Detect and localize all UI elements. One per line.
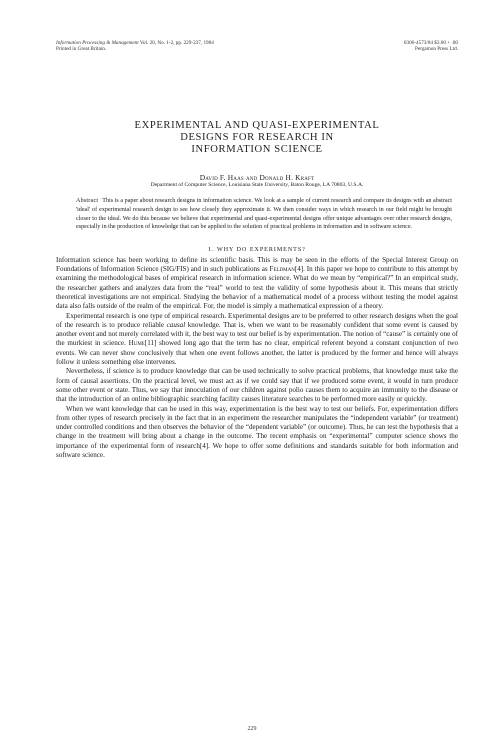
volume-pages: Vol. 20, No. 1-2, pp. 229-237, 1984 [139, 40, 214, 46]
paragraph-2 [56, 312, 458, 368]
paragraph-3: Nevertheless, if science is to produce knowledge that can be used technically to solve practical problems, that knowledge must take the form of causal assertions. On the practical level, we must act as if we could say that if we produced some event, it would in turn produce some other event or state. Thus, we say that innoculation of our children against polio causes them to acquire an immunity to the disease or that the introduction of an online bibliographic searching facility causes literature searches to be performed more easily or quickly. [56, 367, 458, 404]
running-head [56, 40, 458, 53]
paragraph-1 [56, 256, 458, 312]
abstract-text: This is a paper about research designs in information science. We look at a sample of current research and compare its designs with an abstract 'ideal' of experimental research design to see how closely they approximate it. We then consider ways in which research in our field might be brought closer to the ideal. We do this because we believe that experimental and quasi-experimental designs offer unique advantages over other research designs, especially in the production of knowledge that can be applied to the solution of practical problems in information and in software science. [76, 198, 452, 231]
publisher: Pergamon Press Ltd. [415, 46, 458, 53]
printed-in: Printed in Great Britain. [56, 46, 107, 53]
journal-page [56, 40, 458, 460]
paragraph-1-text-a: Information science has been working to define its scientific basis. This is may be seen in the efforts of the Special Interest Group on Foundations of Information Science (SIG/FIS) and in such publications as [56, 255, 458, 274]
running-head-right [404, 40, 458, 53]
issn-price: 0306-4573/84 $3.00 + .00 [403, 40, 458, 46]
title-line-2: DESIGNS FOR RESEARCH IN [180, 132, 334, 144]
journal-name: Information Processing & Management [56, 40, 139, 46]
emphasis-causal: causal [166, 320, 186, 329]
affiliation: Department of Computer Science, Louisiana State University, Baton Rouge, LA 70803, U.S.A. [150, 182, 364, 189]
author-2: Donald H. Kraft [259, 173, 315, 183]
author-1: David F. Haas [199, 173, 244, 183]
paragraph-4: When we want knowledge that can be used in this way, experimentation is the best way to test our beliefs. For, experimentation differs from other types of research precisely in the fact that in an experiment the researcher manipulates the “independent variable” (or treatment) under controlled conditions and then observes the behavior of the “dependent variable” (or outcome). Thus, he can test the hypothesis that a change in the treatment will bring about a change in the outcome. The recent emphasis on “experimental” computer science shows the importance of the experimental form of research[4]. We hope to offer some definitions and standards suitable for both information and software science. [56, 404, 458, 460]
title-line-1: EXPERIMENTAL AND QUASI-EXPERIMENTAL [134, 119, 380, 131]
paragraph-2-text-a: Experimental research is one type of empirical research. Experimental designs are to be preferred to other research designs when the goal of the research is to produce reliable [56, 311, 458, 329]
running-head-left [56, 40, 214, 53]
citation-feldman: Feldman [269, 265, 295, 274]
paragraph-2-text-c: [11] showed long ago that the term has no clear, empirical referent beyond a constant conjunction of two events. We can never show conclusively that when one event follows another, the latter is produced by the former and hence will always follow it unless something else intervenes. [56, 339, 459, 367]
section-heading: 1. WHY DO EXPERIMENTS? [208, 246, 306, 253]
paragraph-2-text-b: knowledge. That is, when we want to be reasonably confident that some event is caused by another event and not merely correlated with it, the best way to test our belief is by experimentation. The notion of “cause” is certainly one of the murkiest in science. [56, 320, 458, 348]
body-text [56, 256, 458, 461]
citation-hume: Hume [128, 339, 145, 348]
abstract-label: Abstract [76, 198, 99, 205]
article-title [56, 120, 458, 157]
title-line-3: INFORMATION SCIENCE [191, 144, 323, 156]
page-number: 229 [247, 726, 257, 732]
abstract [76, 197, 452, 231]
authors-and: and [245, 173, 258, 183]
paragraph-1-text-b: [4]. In this paper we hope to contribute to this attempt by examining the methodological bases of empirical research in information science. What do we mean by “empirical?” In an empirical study, the researcher gathers and analyzes data from the “real” world to test the validity of some hypothesis about it. This means that strictly theoretical investigations are not empirical. Studying the behavior of a mathematical model of a process without testing the model against data also falls outside of the realm of the empirical. For, the model is simply a mathematical expression of a theory. [56, 265, 459, 311]
